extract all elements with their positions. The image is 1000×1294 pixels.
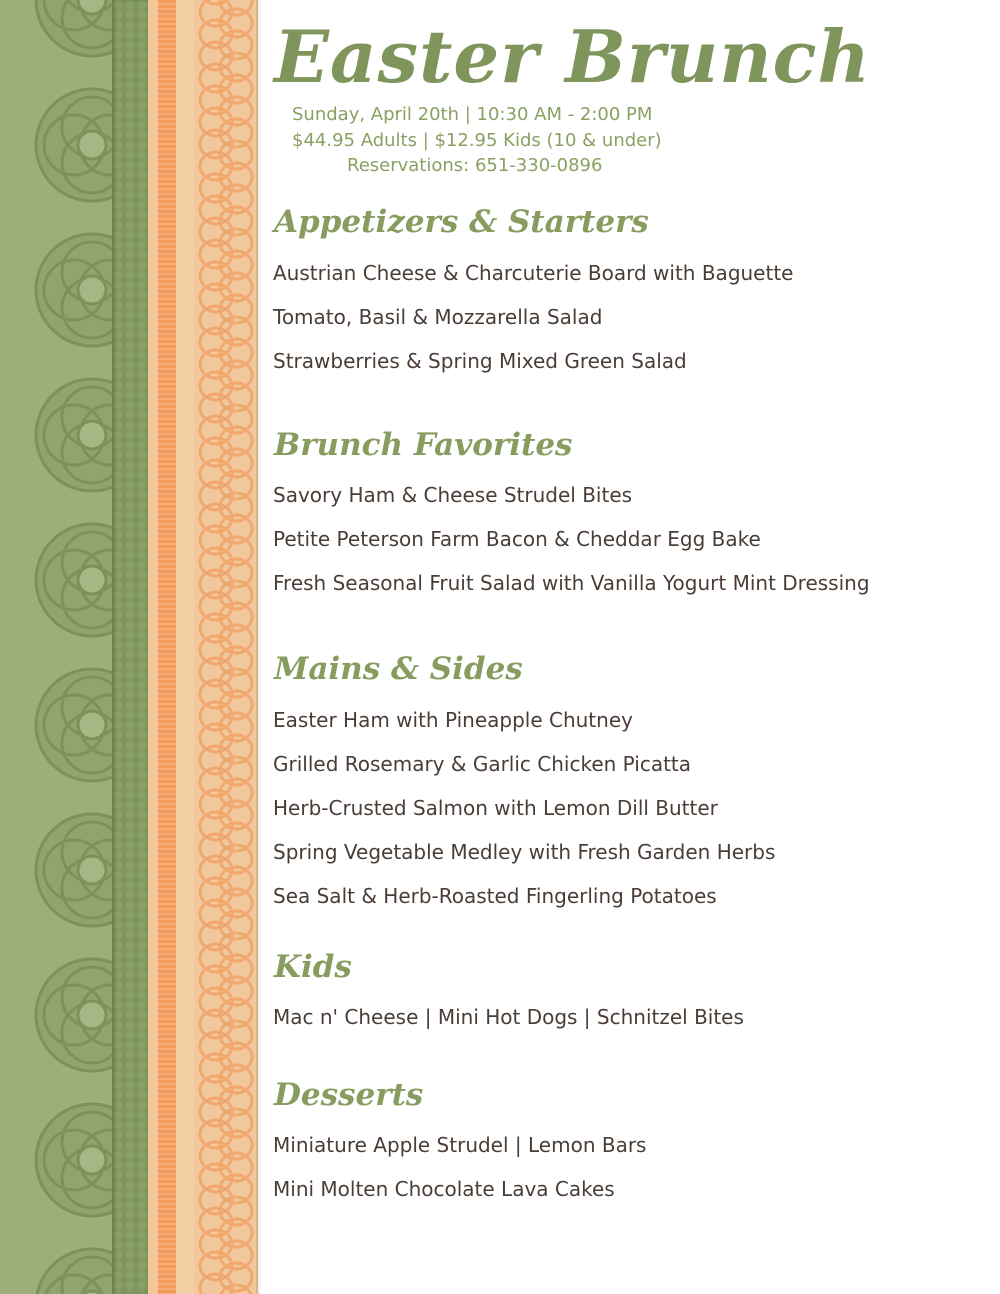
reservations-line: Reservations: 651-330-0896 (347, 155, 603, 176)
menu-item: Petite Peterson Farm Bacon & Cheddar Egg Bake (273, 527, 761, 551)
menu-item: Austrian Cheese & Charcuterie Board with Baguette (273, 261, 794, 285)
orange-stripe (158, 0, 176, 1294)
menu-item: Tomato, Basil & Mozzarella Salad (273, 305, 603, 329)
menu-item: Mini Molten Chocolate Lava Cakes (273, 1177, 615, 1201)
page-title: Easter Brunch (274, 14, 871, 99)
menu-item: Miniature Apple Strudel | Lemon Bars (273, 1133, 647, 1157)
section-heading-desserts: Desserts (274, 1077, 424, 1113)
peach-band (176, 0, 194, 1294)
menu-item: Savory Ham & Cheese Strudel Bites (273, 483, 633, 507)
edge-shadow (256, 0, 262, 1294)
menu-item: Herb-Crusted Salmon with Lemon Dill Butter (273, 796, 718, 820)
loop-ribbon-pattern (194, 0, 258, 1294)
menu-item: Grilled Rosemary & Garlic Chicken Picatta (273, 752, 692, 776)
menu-item: Mac n' Cheese | Mini Hot Dogs | Schnitzel Bites (273, 1005, 744, 1029)
menu-item: Strawberries & Spring Mixed Green Salad (273, 349, 687, 373)
decorative-lace-border (0, 0, 262, 1294)
section-heading-brunch-favorites: Brunch Favorites (274, 427, 573, 463)
section-heading-appetizers: Appetizers & Starters (274, 204, 649, 240)
event-date-time: Sunday, April 20th | 10:30 AM - 2:00 PM (292, 104, 653, 125)
menu-item: Fresh Seasonal Fruit Salad with Vanilla Yogurt Mint Dressing (273, 571, 870, 595)
menu-item: Sea Salt & Herb-Roasted Fingerling Potatoes (273, 884, 717, 908)
section-heading-mains-sides: Mains & Sides (274, 651, 523, 687)
event-prices: $44.95 Adults | $12.95 Kids (10 & under) (292, 130, 662, 151)
menu-item: Easter Ham with Pineapple Chutney (273, 708, 633, 732)
section-heading-kids: Kids (274, 949, 352, 985)
peach-band (148, 0, 158, 1294)
menu-item: Spring Vegetable Medley with Fresh Garden Herbs (273, 840, 776, 864)
bead-strip (112, 0, 148, 1294)
